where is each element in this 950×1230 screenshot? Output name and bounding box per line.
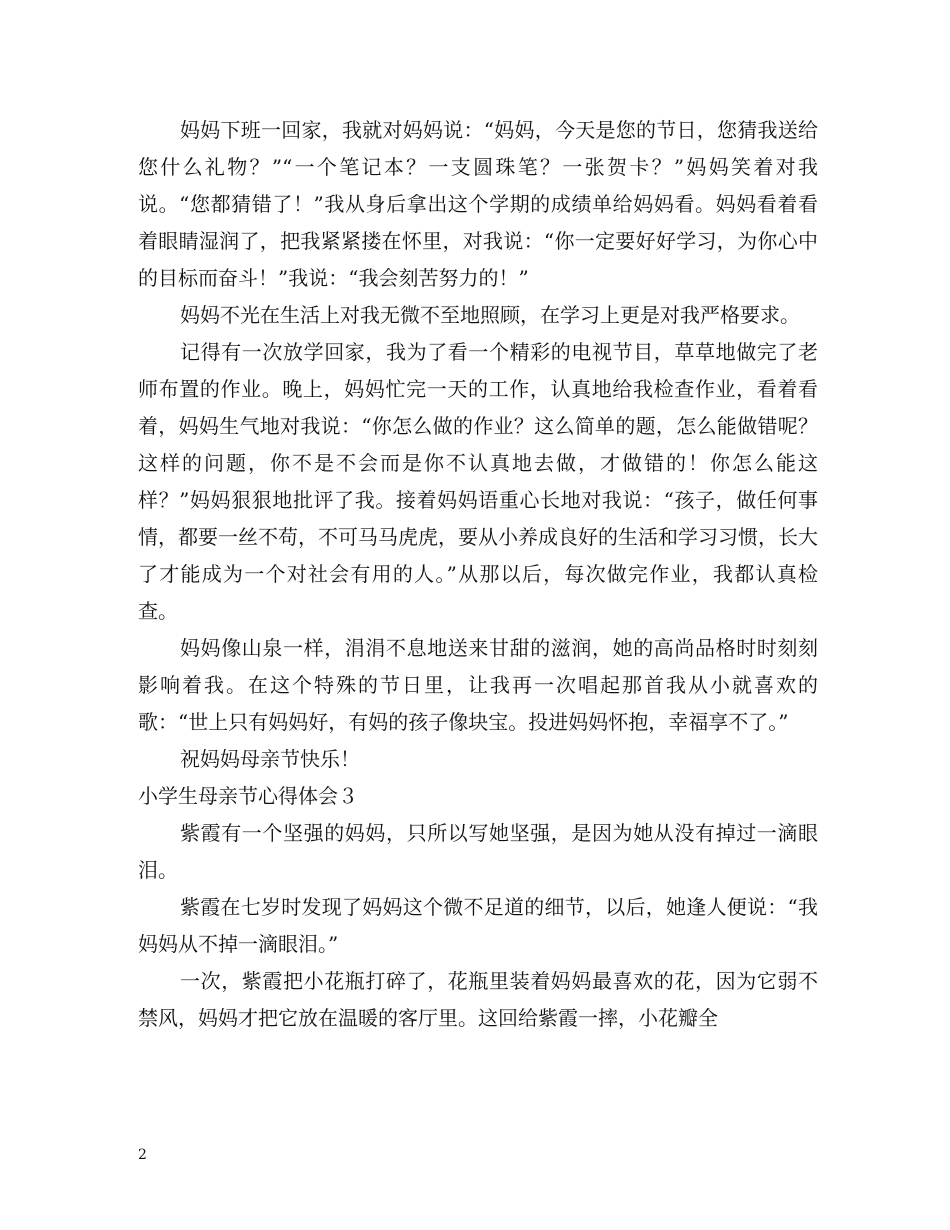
section-heading: 小学生母亲节心得体会３ bbox=[138, 784, 358, 808]
paragraph-1: 妈妈下班一回家，我就对妈妈说：“妈妈，今天是您的节日，您猜我送给您什么礼物？”“一个笔记本？一支圆珠笔？一张贺卡？”妈妈笑着对我说。“您都猜错了！”我从身后拿出这个学期的成绩单给妈妈看。妈妈看着看着眼睛湿润了，把我紧紧搂在怀里，对我说：“你一定要好好学习，为你心中的目标而奋斗！”我说：“我会刻苦努力的！” bbox=[138, 118, 818, 290]
paragraph-3: 记得有一次放学回家，我为了看一个精彩的电视节目，草草地做完了老师布置的作业。晚上，妈妈忙完一天的工作，认真地给我检查作业，看着看着，妈妈生气地对我说：“你怎么做的作业？这么简单的题，怎么能做错呢？这样的问题，你不是不会而是你不认真地去做，才做错的！你怎么能这样？”妈妈狠狠地批评了我。接着妈妈语重心长地对我说：“孩子，做任何事情，都要一丝不苟，不可马马虎虎，要从小养成良好的生活和学习习惯，长大了才能成为一个对社会有用的人。”从那以后，每次做完作业，我都认真检查。 bbox=[138, 340, 818, 623]
section-paragraph-3: 一次，紫霞把小花瓶打碎了，花瓶里装着妈妈最喜欢的花，因为它弱不禁风，妈妈才把它放在温暖的客厅里。这回给紫霞一摔，小花瓣全 bbox=[138, 969, 818, 1030]
page-number: 2 bbox=[138, 1147, 147, 1163]
paragraph-2: 妈妈不光在生活上对我无微不至地照顾，在学习上更是对我严格要求。 bbox=[180, 303, 800, 327]
section-paragraph-2: 紫霞在七岁时发现了妈妈这个微不足道的细节，以后，她逢人便说：“我妈妈从不掉一滴眼泪。” bbox=[138, 895, 818, 956]
page-content bbox=[138, 112, 818, 1037]
section-paragraph-1: 紫霞有一个坚强的妈妈，只所以写她坚强，是因为她从没有掉过一滴眼泪。 bbox=[138, 821, 818, 882]
paragraph-4: 妈妈像山泉一样，涓涓不息地送来甘甜的滋润，她的高尚品格时时刻刻影响着我。在这个特殊的节日里，让我再一次唱起那首我从小就喜欢的歌：“世上只有妈妈好，有妈的孩子像块宝。投进妈妈怀抱，幸福享不了。” bbox=[138, 636, 818, 734]
paragraph-5: 祝妈妈母亲节快乐！ bbox=[180, 747, 360, 771]
